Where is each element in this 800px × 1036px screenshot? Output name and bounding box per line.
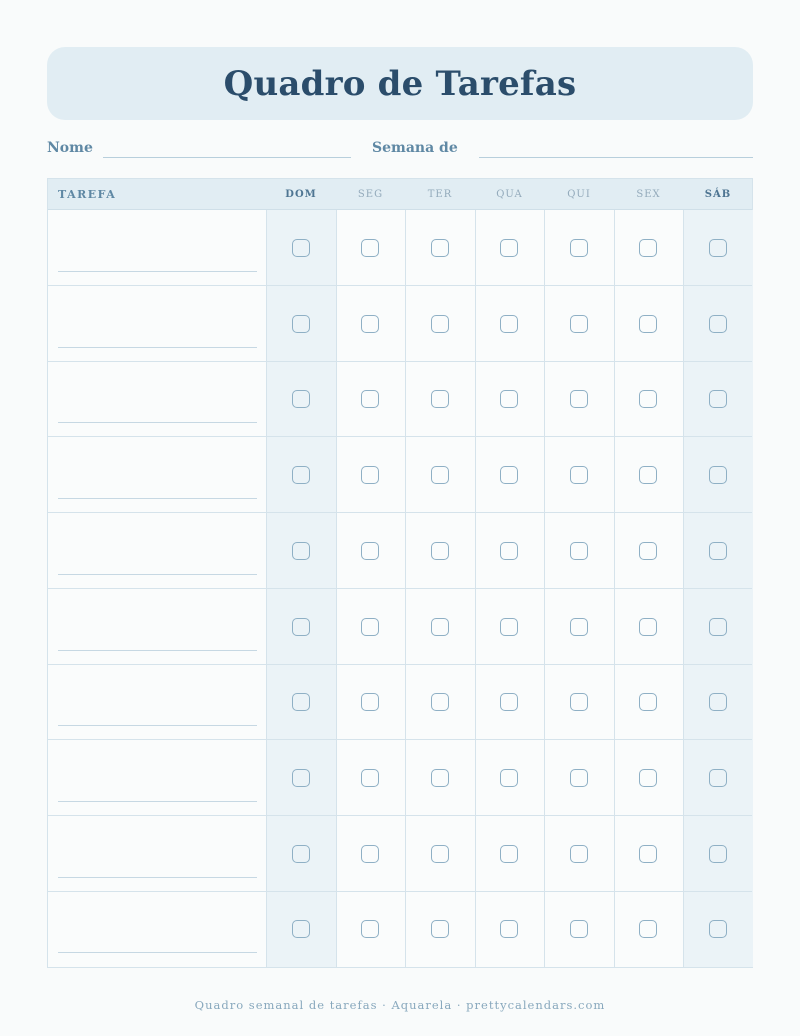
table-row bbox=[48, 891, 752, 967]
table-row bbox=[48, 664, 752, 740]
checkbox-seg[interactable] bbox=[361, 769, 379, 787]
checkbox-sex[interactable] bbox=[639, 845, 657, 863]
checkbox-dom[interactable] bbox=[292, 920, 310, 938]
checkbox-sáb[interactable] bbox=[709, 315, 727, 333]
checkbox-qui[interactable] bbox=[570, 920, 588, 938]
week-field[interactable] bbox=[479, 157, 753, 158]
checkbox-sex[interactable] bbox=[639, 618, 657, 636]
day-header-0: DOM bbox=[285, 189, 317, 200]
checkbox-ter[interactable] bbox=[431, 542, 449, 560]
task-name-field[interactable] bbox=[58, 271, 257, 272]
table-row bbox=[48, 286, 752, 362]
checkbox-sáb[interactable] bbox=[709, 693, 727, 711]
title-banner bbox=[47, 47, 753, 120]
checkbox-seg[interactable] bbox=[361, 390, 379, 408]
week-label: Semana de bbox=[372, 140, 458, 156]
checkbox-dom[interactable] bbox=[292, 390, 310, 408]
checkbox-ter[interactable] bbox=[431, 845, 449, 863]
task-name-field[interactable] bbox=[58, 347, 257, 348]
checkbox-ter[interactable] bbox=[431, 618, 449, 636]
day-header-1: SEG bbox=[357, 189, 384, 200]
checkbox-qui[interactable] bbox=[570, 693, 588, 711]
task-name-field[interactable] bbox=[58, 725, 257, 726]
checkbox-sex[interactable] bbox=[639, 239, 657, 257]
checkbox-ter[interactable] bbox=[431, 466, 449, 484]
checkbox-qua[interactable] bbox=[500, 542, 518, 560]
checkbox-qui[interactable] bbox=[570, 542, 588, 560]
checkbox-qui[interactable] bbox=[570, 769, 588, 787]
table-row bbox=[48, 437, 752, 513]
checkbox-dom[interactable] bbox=[292, 769, 310, 787]
checkbox-sáb[interactable] bbox=[709, 542, 727, 560]
meta-row bbox=[47, 137, 753, 161]
checkbox-qua[interactable] bbox=[500, 315, 518, 333]
checkbox-qua[interactable] bbox=[500, 845, 518, 863]
checkbox-qui[interactable] bbox=[570, 390, 588, 408]
checkbox-sex[interactable] bbox=[639, 542, 657, 560]
checkbox-seg[interactable] bbox=[361, 920, 379, 938]
checkbox-qui[interactable] bbox=[570, 845, 588, 863]
name-label: Nome bbox=[47, 140, 93, 156]
checkbox-qui[interactable] bbox=[570, 466, 588, 484]
table-row bbox=[48, 210, 752, 286]
checkbox-sáb[interactable] bbox=[709, 845, 727, 863]
table-row bbox=[48, 816, 752, 892]
checkbox-seg[interactable] bbox=[361, 466, 379, 484]
checkbox-sex[interactable] bbox=[639, 315, 657, 333]
checkbox-qua[interactable] bbox=[500, 920, 518, 938]
checkbox-seg[interactable] bbox=[361, 315, 379, 333]
checkbox-sáb[interactable] bbox=[709, 466, 727, 484]
checkbox-sex[interactable] bbox=[639, 769, 657, 787]
checkbox-sáb[interactable] bbox=[709, 618, 727, 636]
checkbox-dom[interactable] bbox=[292, 693, 310, 711]
task-name-field[interactable] bbox=[58, 650, 257, 651]
task-name-field[interactable] bbox=[58, 422, 257, 423]
checkbox-seg[interactable] bbox=[361, 542, 379, 560]
checkbox-dom[interactable] bbox=[292, 618, 310, 636]
task-name-field[interactable] bbox=[58, 952, 257, 953]
task-name-field[interactable] bbox=[58, 574, 257, 575]
task-name-field[interactable] bbox=[58, 801, 257, 802]
checkbox-qua[interactable] bbox=[500, 466, 518, 484]
checkbox-ter[interactable] bbox=[431, 920, 449, 938]
chore-table bbox=[47, 178, 753, 968]
checkbox-sex[interactable] bbox=[639, 693, 657, 711]
checkbox-seg[interactable] bbox=[361, 618, 379, 636]
checkbox-ter[interactable] bbox=[431, 315, 449, 333]
checkbox-qui[interactable] bbox=[570, 239, 588, 257]
checkbox-dom[interactable] bbox=[292, 542, 310, 560]
table-row bbox=[48, 513, 752, 589]
checkbox-seg[interactable] bbox=[361, 845, 379, 863]
checkbox-dom[interactable] bbox=[292, 315, 310, 333]
checkbox-sex[interactable] bbox=[639, 466, 657, 484]
table-header bbox=[48, 179, 752, 210]
table-row bbox=[48, 740, 752, 816]
checkbox-qui[interactable] bbox=[570, 315, 588, 333]
page-title: Quadro de Tarefas bbox=[223, 63, 577, 104]
checkbox-qua[interactable] bbox=[500, 390, 518, 408]
checkbox-sáb[interactable] bbox=[709, 239, 727, 257]
task-column-header: TAREFA bbox=[58, 188, 117, 201]
checkbox-sáb[interactable] bbox=[709, 390, 727, 408]
checkbox-qui[interactable] bbox=[570, 618, 588, 636]
checkbox-qua[interactable] bbox=[500, 239, 518, 257]
checkbox-sex[interactable] bbox=[639, 390, 657, 408]
table-row bbox=[48, 361, 752, 437]
task-name-field[interactable] bbox=[58, 498, 257, 499]
checkbox-ter[interactable] bbox=[431, 693, 449, 711]
checkbox-qua[interactable] bbox=[500, 769, 518, 787]
checkbox-sáb[interactable] bbox=[709, 920, 727, 938]
checkbox-sex[interactable] bbox=[639, 920, 657, 938]
checkbox-dom[interactable] bbox=[292, 845, 310, 863]
day-header-6: SÁB bbox=[704, 189, 732, 200]
checkbox-dom[interactable] bbox=[292, 239, 310, 257]
checkbox-ter[interactable] bbox=[431, 390, 449, 408]
day-header-5: SEX bbox=[636, 189, 661, 200]
checkbox-ter[interactable] bbox=[431, 769, 449, 787]
checkbox-seg[interactable] bbox=[361, 693, 379, 711]
task-name-field[interactable] bbox=[58, 877, 257, 878]
checkbox-qua[interactable] bbox=[500, 693, 518, 711]
footer-text: Quadro semanal de tarefas · Aquarela · prettycalendars.com bbox=[194, 998, 606, 1012]
checkbox-ter[interactable] bbox=[431, 239, 449, 257]
day-header-4: QUI bbox=[567, 189, 591, 200]
name-field[interactable] bbox=[103, 157, 351, 158]
table-row bbox=[48, 589, 752, 665]
checkbox-seg[interactable] bbox=[361, 239, 379, 257]
checkbox-qua[interactable] bbox=[500, 618, 518, 636]
checkbox-dom[interactable] bbox=[292, 466, 310, 484]
day-header-2: TER bbox=[427, 189, 453, 200]
day-header-3: QUA bbox=[496, 189, 523, 200]
checkbox-sáb[interactable] bbox=[709, 769, 727, 787]
